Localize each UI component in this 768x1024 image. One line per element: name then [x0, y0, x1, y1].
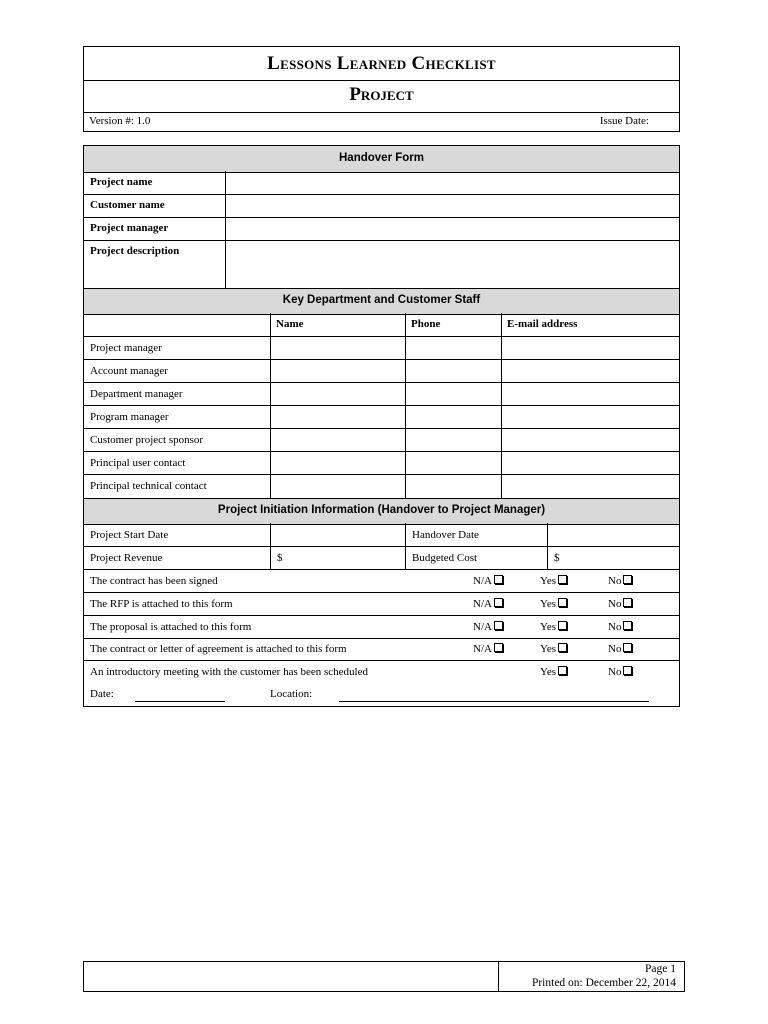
check-agreement-attached-no[interactable]: No	[608, 643, 632, 655]
start-date-input[interactable]	[271, 523, 405, 546]
check-contract-signed-na[interactable]: N/A	[473, 575, 503, 587]
page-footer	[83, 961, 685, 992]
check-contract-signed-yes[interactable]: Yes	[540, 575, 567, 587]
role-account-manager: Account manager	[90, 365, 168, 377]
document-header	[83, 46, 680, 132]
check-intro-meeting-no[interactable]: No	[608, 666, 632, 678]
document-title: Lessons Learned Checklist	[267, 53, 496, 74]
role-customer-project-sponsor: Customer project sponsor	[90, 434, 204, 446]
version-label: Version #: 1.0	[89, 115, 151, 127]
role-department-manager: Department manager	[90, 388, 183, 400]
field-project-manager-input[interactable]	[226, 217, 679, 240]
location-input-line[interactable]	[339, 701, 649, 702]
column-name: Name	[276, 318, 304, 330]
handover-form	[83, 145, 680, 707]
check-agreement-attached: The contract or letter of agreement is attached to this form	[90, 643, 347, 655]
location-label: Location:	[270, 688, 313, 700]
role-program-manager: Program manager	[90, 411, 169, 423]
section-handover-form: Handover Form	[84, 145, 679, 173]
field-customer-name-input[interactable]	[226, 194, 679, 217]
check-proposal-attached-no[interactable]: No	[608, 621, 632, 633]
role-principal-technical-contact: Principal technical contact	[90, 480, 207, 492]
check-rfp-attached-no[interactable]: No	[608, 598, 632, 610]
field-project-manager-label: Project manager	[90, 222, 169, 234]
handover-date-label: Handover Date	[412, 529, 479, 541]
start-date-label: Project Start Date	[90, 529, 169, 541]
check-contract-signed: The contract has been signed	[90, 575, 218, 587]
section-key-staff: Key Department and Customer Staff	[84, 288, 679, 315]
check-rfp-attached-yes[interactable]: Yes	[540, 598, 567, 610]
section-project-initiation: Project Initiation Information (Handover to Project Manager)	[84, 498, 679, 525]
document-subtitle: Project	[349, 84, 414, 105]
field-project-description-label: Project description	[90, 245, 180, 257]
column-email: E-mail address	[507, 318, 578, 330]
budget-input[interactable]: $	[554, 552, 560, 564]
budget-label: Budgeted Cost	[412, 552, 478, 564]
page-number: Page 1	[645, 963, 676, 975]
check-proposal-attached-na[interactable]: N/A	[473, 621, 503, 633]
revenue-input[interactable]: $	[277, 552, 283, 564]
check-proposal-attached-yes[interactable]: Yes	[540, 621, 567, 633]
check-intro-meeting: An introductory meeting with the customer has been scheduled	[90, 666, 368, 678]
check-contract-signed-no[interactable]: No	[608, 575, 632, 587]
check-rfp-attached-na[interactable]: N/A	[473, 598, 503, 610]
column-phone: Phone	[411, 318, 441, 330]
role-principal-user-contact: Principal user contact	[90, 457, 186, 469]
field-project-description-input[interactable]	[226, 240, 679, 288]
check-agreement-attached-na[interactable]: N/A	[473, 643, 503, 655]
revenue-label: Project Revenue	[90, 552, 163, 564]
field-project-name-label: Project name	[90, 176, 153, 188]
role-project-manager: Project manager	[90, 342, 162, 354]
date-input-line[interactable]	[135, 701, 225, 702]
check-intro-meeting-yes[interactable]: Yes	[540, 666, 567, 678]
field-project-name-input[interactable]	[226, 171, 679, 194]
check-agreement-attached-yes[interactable]: Yes	[540, 643, 567, 655]
check-proposal-attached: The proposal is attached to this form	[90, 621, 252, 633]
issue-date-label: Issue Date:	[599, 115, 649, 127]
handover-date-input[interactable]	[548, 523, 679, 546]
check-rfp-attached: The RFP is attached to this form	[90, 598, 233, 610]
field-customer-name-label: Customer name	[90, 199, 165, 211]
printed-date: Printed on: December 22, 2014	[531, 977, 676, 989]
date-label: Date:	[90, 688, 114, 700]
